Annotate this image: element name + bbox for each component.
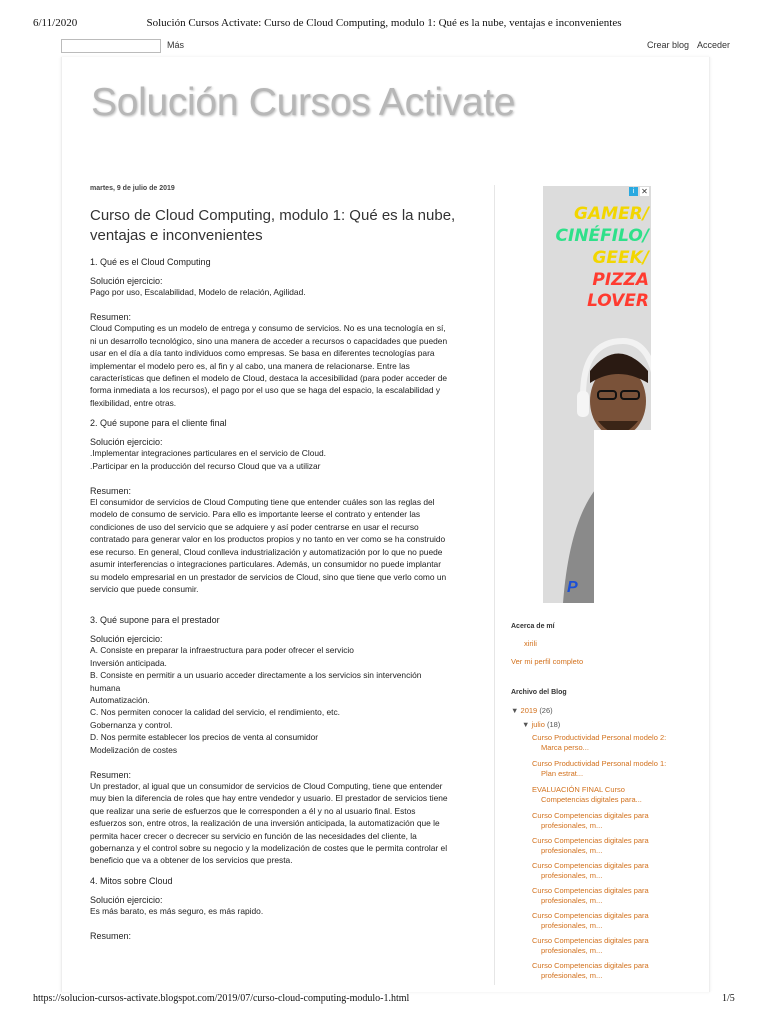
archive-post-link[interactable] [532,836,682,856]
summary-line: asumir interferencias o integraciones particulares. Además, un consumidor no puede implantar [90,559,442,570]
summary-line: ni un desarrollo tecnológico, sino una manera de acceder a recursos o capacidades que pueden [90,335,448,346]
solution-line: Modelización de costes [90,744,178,755]
archive-post-text[interactable]: profesionales, m... [541,921,603,930]
archive-post-text[interactable]: Curso Competencias digitales para [532,961,649,970]
blogger-navbar [0,36,768,58]
ad-text-line [549,226,649,247]
archive-post-text[interactable]: Curso Competencias digitales para [532,811,649,820]
summary-line: implementar el modelo pero es, al fin y al cabo, una manera de relacionarse. Entre las [90,360,410,371]
solution-line: A. Consiste en preparar la infraestructura para poder ofrecer el servicio [90,645,354,656]
archive-post-link[interactable] [532,785,682,805]
solution-line: Pago por uso, Escalabilidad, Modelo de relación, Agilidad. [90,287,306,297]
archive-year-label[interactable]: 2019 [520,706,538,715]
create-blog-link[interactable]: Crear blog [647,40,690,50]
solution-line: B. Consiste en permitir a un usuario acceder directamente a los servicios sin intervención [90,670,422,681]
archive-post-text[interactable]: profesionales, m... [541,821,603,830]
post-date: martes, 9 de julio de 2019 [90,185,175,192]
sign-in-link[interactable]: Acceder [697,40,731,50]
archive-post-text[interactable]: EVALUACIÓN FINAL Curso [532,785,625,794]
solution-label: Solución ejercicio: [90,276,163,286]
post-title-line: ventajas e inconvenientes [90,227,263,244]
summary-line: permita hacer crecer o decrecer su servicio en función de las necesidades del cliente, la [90,830,417,841]
archive-post-link[interactable] [532,759,682,779]
ad-line-text: GAMER/ [574,204,649,224]
ad-text-line [549,204,649,225]
post-section [90,418,502,595]
solution-label: Solución ejercicio: [90,634,163,645]
archive-post-text[interactable]: Curso Competencias digitales para [532,911,649,920]
solution-line: humana [90,682,121,693]
archive-post-text[interactable]: Marca perso... [541,743,589,752]
archive-post-text[interactable]: Curso Productividad Personal modelo 2: [532,733,667,742]
section-heading: 1. Qué es el Cloud Computing [90,257,211,267]
archive-post-text[interactable]: profesionales, m... [541,946,603,955]
navbar-search-input[interactable] [61,39,161,53]
print-title: Solución Cursos Activate: Curso de Cloud Computing, modulo 1: Qué es la nube, ventajas e inconvenientes [146,17,622,29]
archive-year-count: (26) [539,706,553,715]
post-section [90,257,502,409]
print-footer-url: https://solucion-cursos-activate.blogspot.com/2019/07/curso-cloud-computing-modulo-1.html [33,993,410,1004]
print-date: 6/11/2020 [33,17,78,29]
section-heading: 4. Mitos sobre Cloud [90,875,173,886]
archive-post-link[interactable] [532,936,682,956]
archive-heading: Archivo del Blog [511,689,567,696]
archive-post-text[interactable]: Curso Competencias digitales para [532,886,649,895]
collapse-toggle-icon[interactable]: ▼ [522,720,530,729]
section-heading: 2. Qué supone para el cliente final [90,418,227,429]
post-section [90,615,502,867]
summary-line: condiciones de uso del servicio que se adquiere y así poder centrarse en usar el recurso [90,521,419,532]
author-link[interactable]: xirili [524,639,537,648]
summary-line: que realizar una serie de esfuerzos que le corresponden a él y no al usuario final. Estos [90,805,416,816]
summary-line: usar en el día a día tanto individuos como empresas. Se basa en diferentes tecnologías para [90,348,435,359]
navbar-more-link[interactable]: Más [167,40,185,50]
summary-line: beneficio que va a obtener de los servicios que presta. [90,855,293,866]
archive-post-text[interactable]: profesionales, m... [541,971,603,980]
archive-post-text[interactable]: Curso Competencias digitales para [532,861,649,870]
summary-line: ese recurso. En general, Cloud conlleva industrialización y automatización por lo que no puede [90,546,443,557]
ad-white-panel [594,430,651,603]
collapse-toggle-icon[interactable]: ▼ [511,706,519,715]
archive-post-text[interactable]: Curso Competencias digitales para [532,836,649,845]
archive-post-text[interactable]: Curso Productividad Personal modelo 1: [532,759,667,768]
post-title [90,206,502,246]
print-page-number: 1/5 [722,993,735,1004]
summary-label: Resumen: [90,312,132,323]
summary-line: muy bien la diferencia de roles que hay entre vendedor y usuario. El prestador de servicios tiene [90,793,448,804]
solution-label: Solución ejercicio: [90,894,163,905]
sidebar-advertisement[interactable] [543,186,651,603]
summary-label: Resumen: [90,931,132,942]
archive-year[interactable] [511,706,553,715]
summary-line: modelo de consumo de servicio. Para ello es importante leerse el contrato y entender las [90,509,421,520]
solution-label: Solución ejercicio: [90,437,163,448]
archive-post-link[interactable] [532,811,682,831]
ad-line-text: CINÉFILO/ [555,226,649,246]
about-heading: Acerca de mí [511,623,555,630]
summary-line: características que definen el modelo de Cloud, destaca la accesibilidad (para poder acceder de [90,373,448,384]
solution-line: Automatización. [90,694,150,705]
print-header [0,0,768,36]
post-column [90,185,502,941]
ad-line-text: PIZZA LOVER [587,270,649,311]
ad-text-line [549,248,649,269]
summary-line: gobernanza y el control sobre su negocio y la modelización de costes que le permita controlar el [90,843,448,853]
ad-line-text: GEEK/ [592,248,649,268]
archive-month-count: (18) [546,720,561,729]
solution-line: .Participar en la producción del recurso Cloud que va a utilizar [90,460,321,471]
summary-line: servicio que puede consumir. [90,583,199,594]
summary-line: El consumidor de servicios de Cloud Computing tiene que entender cuáles son las reglas del [90,497,435,508]
archive-month-label[interactable]: julio [531,720,545,729]
solution-line: .Implementar integraciones particulares en el servicio de Cloud. [90,448,327,459]
archive-post-text[interactable]: Curso Competencias digitales para [532,936,649,945]
summary-line: Cloud Computing es un modelo de entrega y consumo de servicios. No es una tecnología en sí, [90,323,446,334]
archive-post-link[interactable] [532,733,682,753]
summary-line: contratado para generar valor en los productos propios y no tanto en ver como se ha construido [90,534,446,545]
summary-label: Resumen: [90,769,132,780]
archive-post-text[interactable]: Competencias digitales para... [541,795,642,804]
archive-post-text[interactable]: profesionales, m... [541,846,603,855]
post-body [90,257,502,941]
summary-line: flexibilidad, entre otras. [90,397,177,408]
solution-line: C. Nos permiten conocer la calidad del servicio, el rendimiento, etc. [90,707,340,718]
post-title-line: Curso de Cloud Computing, modulo 1: Qué es la nube, [90,207,456,224]
archive-post-link[interactable] [532,886,682,906]
ad-logo: P [567,579,578,596]
summary-line: Un prestador, al igual que un consumidor de servicios de Cloud Computing, tiene que entender [90,780,443,791]
archive-post-link[interactable] [532,861,682,881]
archive-month[interactable] [522,720,560,729]
archive-post-link[interactable] [532,961,682,981]
adchoices-icon[interactable]: i [629,187,638,196]
profile-link[interactable]: Ver mi perfil completo [511,657,584,666]
solution-line: Es más barato, es más seguro, es más rapido. [90,905,264,916]
archive-post-text[interactable]: Plan estrat... [541,769,584,778]
solution-line: D. Nos permite establecer los precios de venta al consumidor [90,732,319,743]
summary-label: Resumen: [90,486,132,497]
archive-post-text[interactable]: profesionales, m... [541,896,603,905]
section-heading: 3. Qué supone para el prestador [90,615,220,626]
solution-line: Inversión anticipada. [90,657,167,668]
post-section [90,876,502,941]
archive-post-link[interactable] [532,911,682,931]
sidebar-divider [494,185,495,985]
solution-line: Gobernanza y control. [90,719,173,730]
summary-line: esfuerzos son, entre otros, la realización de una inversión anticipada, la automatización que le [90,818,440,829]
close-ad-icon[interactable]: ✕ [641,187,648,196]
archive-post-text[interactable]: profesionales, m... [541,871,603,880]
summary-line: su modelo empresarial en un prestador de servicios de Cloud, sino que tiene que verlo como un [90,571,447,582]
summary-line: forma inmediata a los recursos), el pago por el uso que se haga del espacio, la escalabilidad y [90,385,441,396]
blog-title[interactable]: Solución Cursos Activate [91,81,516,124]
ad-text-line [549,270,649,312]
